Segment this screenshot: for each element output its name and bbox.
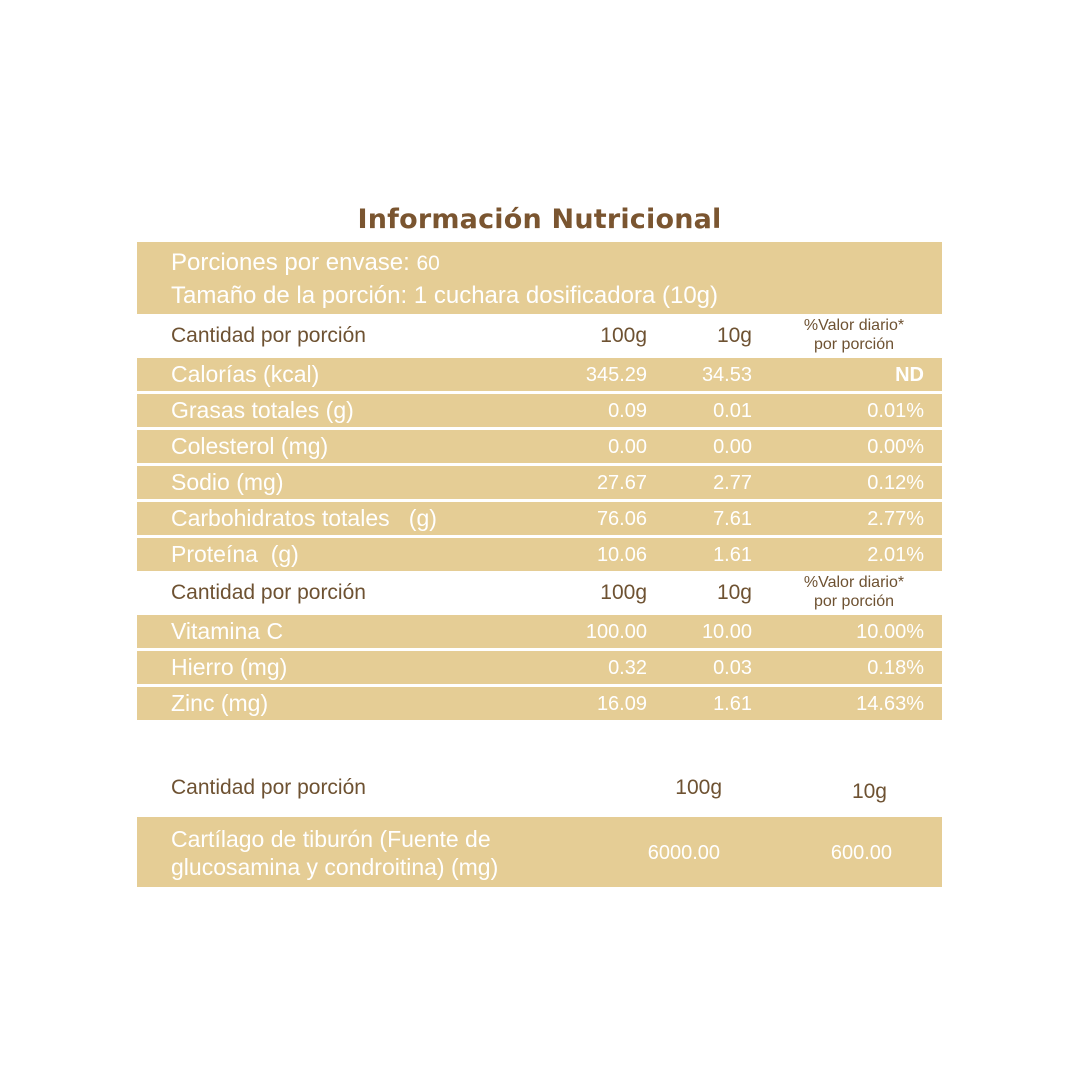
header-col-daily-value [784, 316, 924, 354]
header-col-10g: 10g [716, 581, 752, 604]
header-col-100g: 100g [675, 776, 722, 799]
row-value-10g: 10.00 [701, 621, 752, 643]
serving-size-label: Tamaño de la porción: [171, 282, 408, 309]
servings-per-container-label: Porciones por envase: [171, 249, 410, 276]
row-value-100g: 76.06 [596, 508, 647, 530]
row-value-100g: 16.09 [596, 693, 647, 715]
row-value-100g: 0.09 [608, 400, 647, 422]
header-label: Cantidad por porción [171, 776, 366, 799]
row-label [171, 825, 571, 881]
serving-size-value: 1 cuchara dosificadora (10g) [413, 282, 718, 309]
servings-band [137, 242, 942, 314]
row-value-100g: 0.00 [608, 436, 647, 458]
table-row [137, 538, 942, 571]
section1-header [137, 314, 942, 358]
row-label: Proteína (g) [171, 541, 299, 567]
table-row [137, 466, 942, 499]
header-daily-value-line1: %Valor diario* [803, 317, 905, 334]
section-spacer [137, 720, 942, 764]
table-row [137, 817, 942, 887]
header-col-100g: 100g [600, 324, 647, 347]
row-label-line1: Cartílago de tiburón (Fuente de [171, 826, 491, 852]
row-value-daily: 14.63% [856, 693, 924, 715]
row-label: Calorías (kcal) [171, 361, 320, 387]
table-row [137, 358, 942, 391]
header-daily-value-line2: por porción [813, 336, 895, 353]
row-value-100g: 10.06 [596, 544, 647, 566]
header-col-10g: 10g [851, 780, 887, 803]
nutrition-panel [137, 198, 942, 887]
header-label: Cantidad por porción [171, 581, 366, 604]
row-label: Hierro (mg) [171, 654, 288, 680]
header-col-daily-value [784, 573, 924, 611]
row-value-10g: 34.53 [701, 364, 752, 386]
row-value-100g: 27.67 [596, 472, 647, 494]
header-col-10g: 10g [716, 324, 752, 347]
row-value-10g: 0.00 [713, 436, 752, 458]
row-label-line2: glucosamina y condroitina) (mg) [171, 854, 499, 880]
table-row [137, 615, 942, 648]
servings-per-container-value: 60 [416, 252, 440, 275]
row-value-100g: 6000.00 [647, 842, 720, 864]
row-value-daily: 0.12% [867, 472, 924, 494]
row-value-10g: 0.01 [713, 400, 752, 422]
row-label: Zinc (mg) [171, 690, 269, 716]
section2-header [137, 571, 942, 615]
row-label: Grasas totales (g) [171, 397, 354, 423]
row-value-100g: 0.32 [608, 657, 647, 679]
row-value-10g: 7.61 [713, 508, 752, 530]
row-value-10g: 1.61 [713, 544, 752, 566]
row-label: Vitamina C [171, 618, 284, 644]
row-value-daily: 0.18% [867, 657, 924, 679]
row-value-10g: 2.77 [713, 472, 752, 494]
row-value-10g: 600.00 [830, 842, 892, 864]
section3-header [137, 764, 942, 812]
row-label: Colesterol (mg) [171, 433, 329, 459]
row-label: Carbohidratos totales (g) [171, 505, 437, 531]
header-label: Cantidad por porción [171, 324, 366, 347]
row-value-daily: ND [895, 364, 924, 386]
row-value-daily: 2.77% [867, 508, 924, 530]
row-value-100g: 100.00 [585, 621, 647, 643]
table-row [137, 430, 942, 463]
table-row [137, 502, 942, 535]
header-col-100g: 100g [600, 581, 647, 604]
header-daily-value-line2: por porción [813, 593, 895, 610]
row-value-10g: 0.03 [713, 657, 752, 679]
serving-size [171, 279, 942, 312]
row-value-10g: 1.61 [713, 693, 752, 715]
row-value-daily: 0.01% [867, 400, 924, 422]
row-value-100g: 345.29 [585, 364, 647, 386]
table-row [137, 687, 942, 720]
header-daily-value-line1: %Valor diario* [803, 574, 905, 591]
panel-title: Información Nutricional [357, 204, 722, 235]
row-value-daily: 10.00% [856, 621, 924, 643]
table-row [137, 651, 942, 684]
row-value-daily: 0.00% [867, 436, 924, 458]
table-row [137, 394, 942, 427]
row-value-daily: 2.01% [867, 544, 924, 566]
row-label: Sodio (mg) [171, 469, 284, 495]
servings-per-container [171, 246, 942, 279]
